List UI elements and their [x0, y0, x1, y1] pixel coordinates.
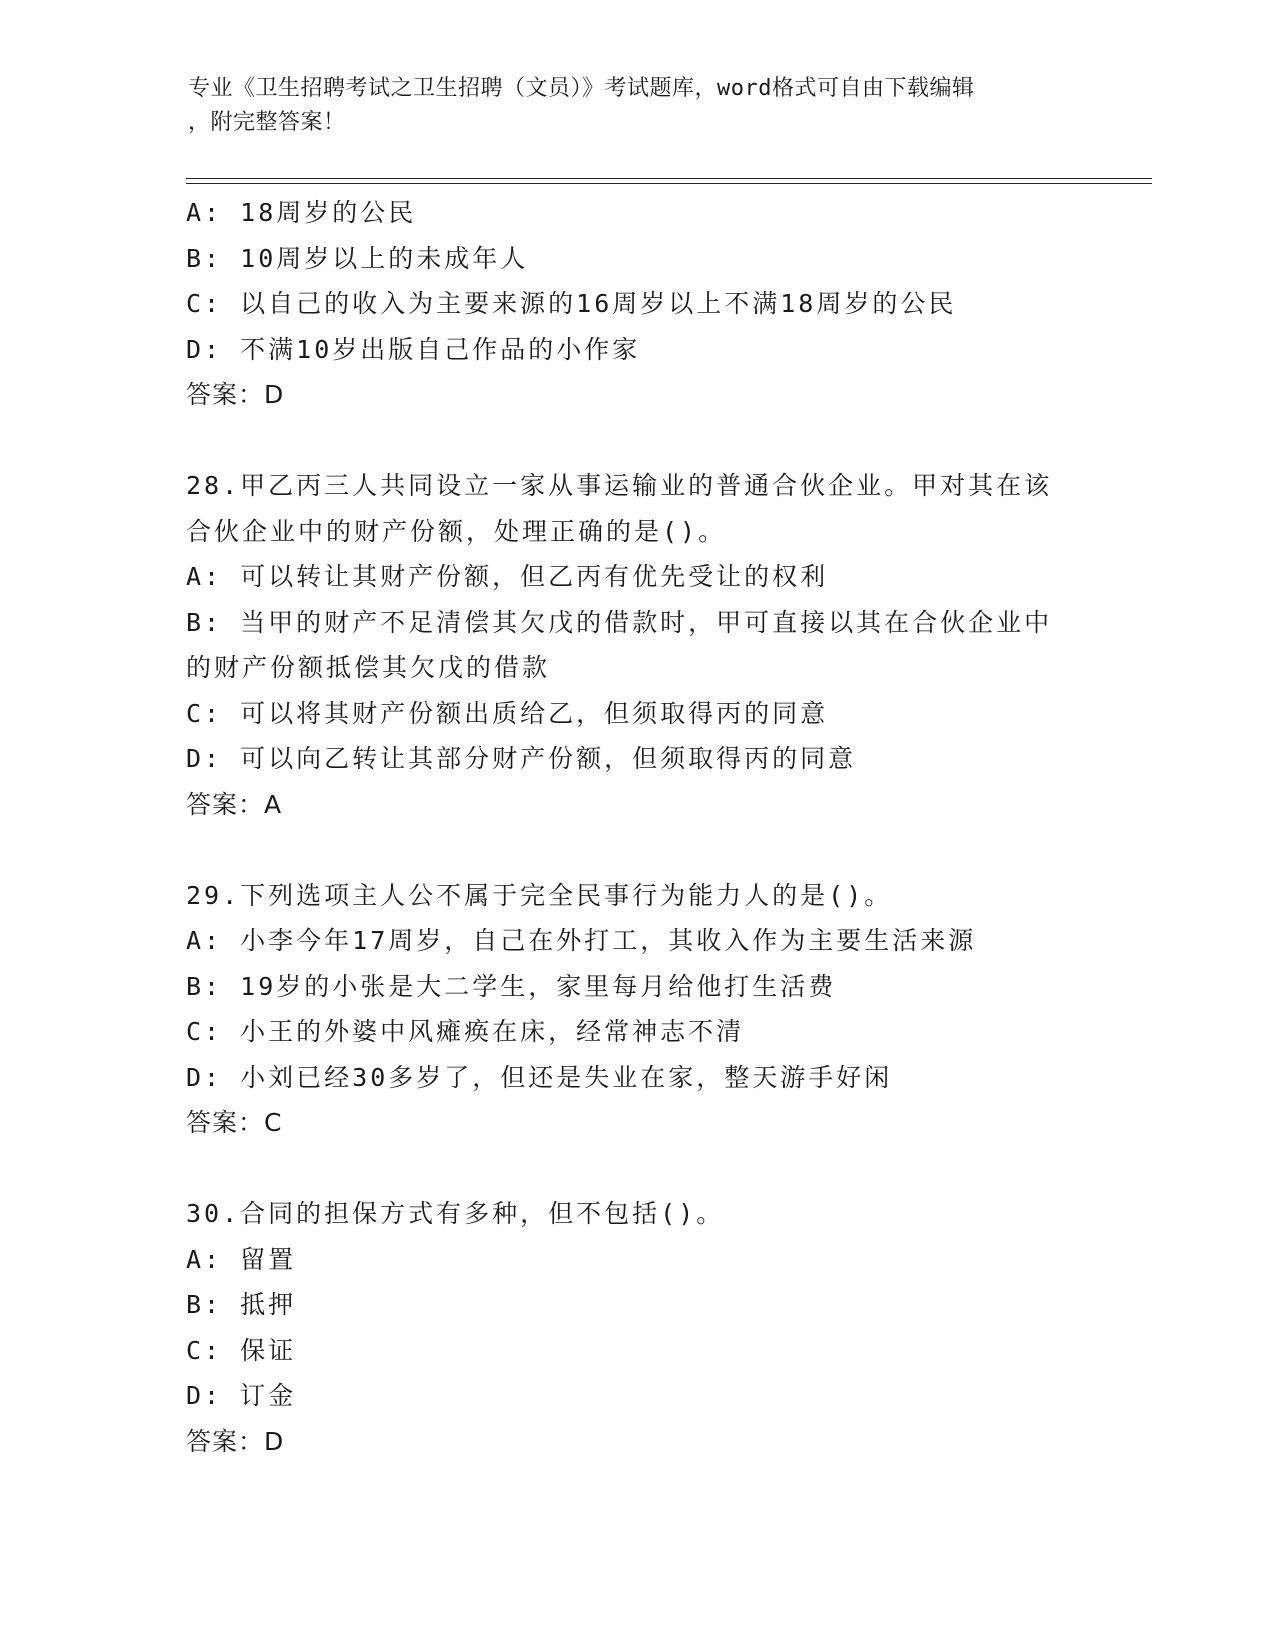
- option-b: B: 抵押: [186, 1290, 297, 1319]
- question-29-block: [186, 873, 1086, 1146]
- option-d: D: 可以向乙转让其部分财产份额，但须取得丙的同意: [186, 744, 857, 773]
- option-a: A: 小李今年17周岁，自己在外打工，其收入作为主要生活来源: [186, 926, 977, 955]
- spacer: [186, 418, 1086, 464]
- document-header: [188, 72, 1088, 140]
- question-30-block: [186, 1191, 1086, 1464]
- option-b: B: 10周岁以上的未成年人: [186, 243, 529, 273]
- header-line-1: 专业《卫生招聘考试之卫生招聘（文员）》考试题库，word格式可自由下载编辑: [188, 76, 975, 101]
- question-27-block: [186, 190, 1086, 418]
- answer-line: 答案：D: [186, 1426, 285, 1456]
- question-stem-line: 合伙企业中的财产份额，处理正确的是()。: [186, 516, 727, 546]
- option-b-continued: 的财产份额抵偿其欠戊的借款: [186, 653, 551, 682]
- option-c: C: 可以将其财产份额出质给乙，但须取得丙的同意: [186, 698, 829, 728]
- option-c: C: 以自己的收入为主要来源的16周岁以上不满18周岁的公民: [186, 289, 957, 318]
- question-28-block: [186, 463, 1086, 827]
- header-line-2: ，附完整答案！: [188, 110, 346, 135]
- question-stem-line: 29.下列选项主人公不属于完全民事行为能力人的是()。: [186, 880, 893, 910]
- option-a: A: 18周岁的公民: [186, 198, 417, 227]
- option-b: B: 19岁的小张是大二学生，家里每月给他打生活费: [186, 971, 837, 1001]
- question-stem-line: 28.甲乙丙三人共同设立一家从事运输业的普通合伙企业。甲对其在该: [186, 471, 1053, 500]
- answer-line: 答案：C: [186, 1108, 283, 1137]
- spacer: [186, 827, 1086, 873]
- option-a: A: 可以转让其财产份额，但乙丙有优先受让的权利: [186, 562, 829, 591]
- option-c: C: 小王的外婆中风瘫痪在床，经常神志不清: [186, 1017, 745, 1046]
- question-list: [186, 190, 1086, 1464]
- option-c: C: 保证: [186, 1335, 297, 1365]
- option-d: D: 小刘已经30多岁了，但还是失业在家，整天游手好闲: [186, 1062, 893, 1092]
- header-rule-bottom: [186, 183, 1152, 184]
- option-d: D: 订金: [186, 1381, 297, 1410]
- answer-line: 答案：D: [186, 380, 285, 409]
- answer-line: 答案：A: [186, 789, 283, 819]
- question-stem-line: 30.合同的担保方式有多种，但不包括()。: [186, 1199, 725, 1228]
- header-rule-top: [186, 178, 1152, 179]
- option-d: D: 不满10岁出版自己作品的小作家: [186, 334, 641, 364]
- spacer: [186, 1146, 1086, 1192]
- option-b: B: 当甲的财产不足清偿其欠戊的借款时，甲可直接以其在合伙企业中: [186, 607, 1053, 637]
- option-a: A: 留置: [186, 1244, 297, 1274]
